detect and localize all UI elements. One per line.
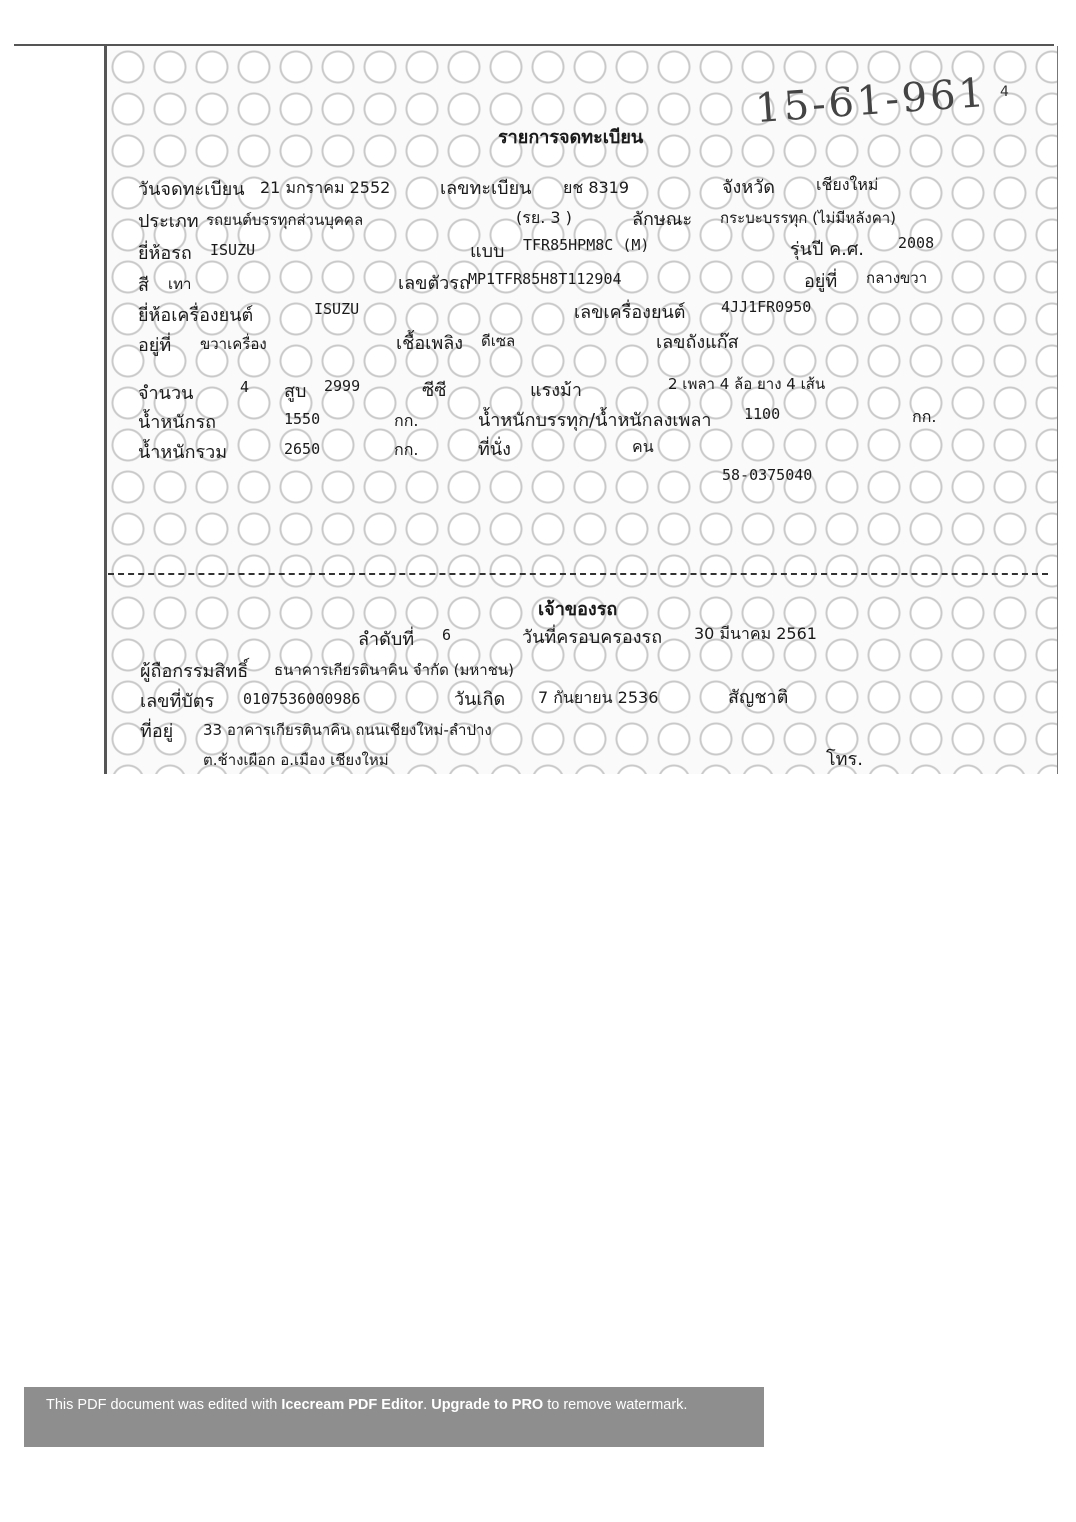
watermark-text <box>46 1397 687 1413</box>
gas-tank-label: เลขถังแก๊ส <box>656 332 739 353</box>
type-code: (รย. 3 ) <box>516 208 572 227</box>
engine-location-value: ขวาเครื่อง <box>200 335 267 353</box>
watermark-prefix: This PDF document was edited with <box>46 1397 282 1413</box>
reg-date-label: วันจดทะเบียน <box>138 179 245 200</box>
brand-value: ISUZU <box>210 241 256 259</box>
province-label: จังหวัด <box>722 177 775 198</box>
title-holder-label: ผู้ถือกรรมสิทธิ์ <box>140 661 249 682</box>
total-weight-value: 2650 <box>284 440 321 458</box>
engine-number-label: เลขเครื่องยนต์ <box>574 302 686 323</box>
possession-date-value: 30 มีนาคม 2561 <box>694 624 817 643</box>
page-number: 4 <box>1000 84 1009 100</box>
body-label: ลักษณะ <box>632 209 693 230</box>
vehicle-weight-unit: กก. <box>394 411 419 430</box>
perforation-line <box>108 573 1048 575</box>
total-weight-unit: กก. <box>394 440 419 459</box>
watermark-banner <box>24 1387 764 1447</box>
cylinder-count-value: 4 <box>240 378 250 396</box>
type-value: รถยนต์บรรทุกส่วนบุคคล <box>206 211 364 229</box>
load-weight-value: 1100 <box>744 405 781 423</box>
handwritten-number: 15-61-961 <box>753 69 989 133</box>
engine-brand-label: ยี่ห้อเครื่องยนต์ <box>138 305 254 326</box>
province-value: เชียงใหม่ <box>816 175 879 194</box>
model-label: แบบ <box>470 241 505 262</box>
plate-value: ยช 8319 <box>563 178 630 197</box>
axles-value: 2 เพลา 4 ล้อ ยาง 4 เส้น <box>668 375 826 393</box>
cylinder-count-label: จำนวน <box>138 383 194 404</box>
type-label: ประเภท <box>138 211 199 232</box>
watermark-product: Icecream PDF Editor <box>281 1397 424 1413</box>
vehicle-weight-value: 1550 <box>284 410 321 428</box>
brand-label: ยี่ห้อรถ <box>138 243 192 264</box>
address-line-2: ต.ช้างเผือก อ.เมือง เชียงใหม่ <box>203 751 389 769</box>
reg-date-value: 21 มกราคม 2552 <box>260 178 391 197</box>
engine-location-label: อยู่ที่ <box>138 335 172 356</box>
phone-label: โทร. <box>826 749 863 770</box>
nationality-label: สัญชาติ <box>728 687 789 708</box>
address-line-1: 33 อาคารเกียรตินาคิน ถนนเชียงใหม่-ลำปาง <box>203 721 492 739</box>
owner-title: เจ้าของรถ <box>538 599 618 620</box>
birth-date-value: 7 กันยายน 2536 <box>538 688 659 707</box>
seats-unit: คน <box>632 437 654 456</box>
watermark-mid: . <box>423 1397 432 1413</box>
chassis-value: MP1TFR85H8T112904 <box>468 270 622 288</box>
fuel-label: เชื้อเพลิง <box>396 333 464 354</box>
id-number-label: เลขที่บัตร <box>140 691 215 712</box>
chassis-label: เลขตัวรถ <box>398 273 470 294</box>
possession-date-label: วันที่ครอบครองรถ <box>522 627 663 648</box>
owner-order-label: ลำดับที่ <box>358 629 415 650</box>
cc-label: ซีซี <box>422 380 447 401</box>
model-value: TFR85HPM8C (M) <box>523 236 650 254</box>
chassis-location-label: อยู่ที่ <box>804 271 838 292</box>
chassis-location-value: กลางขวา <box>866 269 928 287</box>
year-value: 2008 <box>898 234 935 252</box>
color-value: เทา <box>168 275 192 293</box>
load-weight-unit: กก. <box>912 407 937 426</box>
id-number-value: 0107536000986 <box>243 690 361 708</box>
cylinder-label: สูบ <box>284 381 307 402</box>
document-number: 58-0375040 <box>722 466 813 484</box>
seats-label: ที่นั่ง <box>478 439 511 460</box>
engine-brand-value: ISUZU <box>314 300 360 318</box>
watermark-upgrade: Upgrade to PRO <box>431 1397 544 1413</box>
watermark-suffix: to remove watermark. <box>543 1397 688 1413</box>
owner-order-value: 6 <box>442 626 452 644</box>
color-label: สี <box>138 275 149 296</box>
birth-date-label: วันเกิด <box>454 689 506 710</box>
year-label: รุ่นปี ค.ศ. <box>790 239 865 260</box>
registration-title: รายการจดทะเบียน <box>498 127 644 148</box>
horsepower-label: แรงม้า <box>530 380 583 401</box>
engine-number-value: 4JJ1FR0950 <box>721 298 812 316</box>
title-holder-value: ธนาคารเกียรตินาคิน จำกัด (มหาชน) <box>274 661 515 679</box>
load-weight-label: น้ำหนักบรรทุก/น้ำหนักลงเพลา <box>478 410 712 431</box>
vehicle-weight-label: น้ำหนักรถ <box>138 412 217 433</box>
total-weight-label: น้ำหนักรวม <box>138 442 228 463</box>
plate-label: เลขทะเบียน <box>440 178 532 199</box>
cc-value: 2999 <box>324 377 361 395</box>
fuel-value: ดีเซล <box>481 332 516 350</box>
body-value: กระบะบรรทุก (ไม่มีหลังคา) <box>720 209 897 227</box>
address-label: ที่อยู่ <box>140 721 174 742</box>
